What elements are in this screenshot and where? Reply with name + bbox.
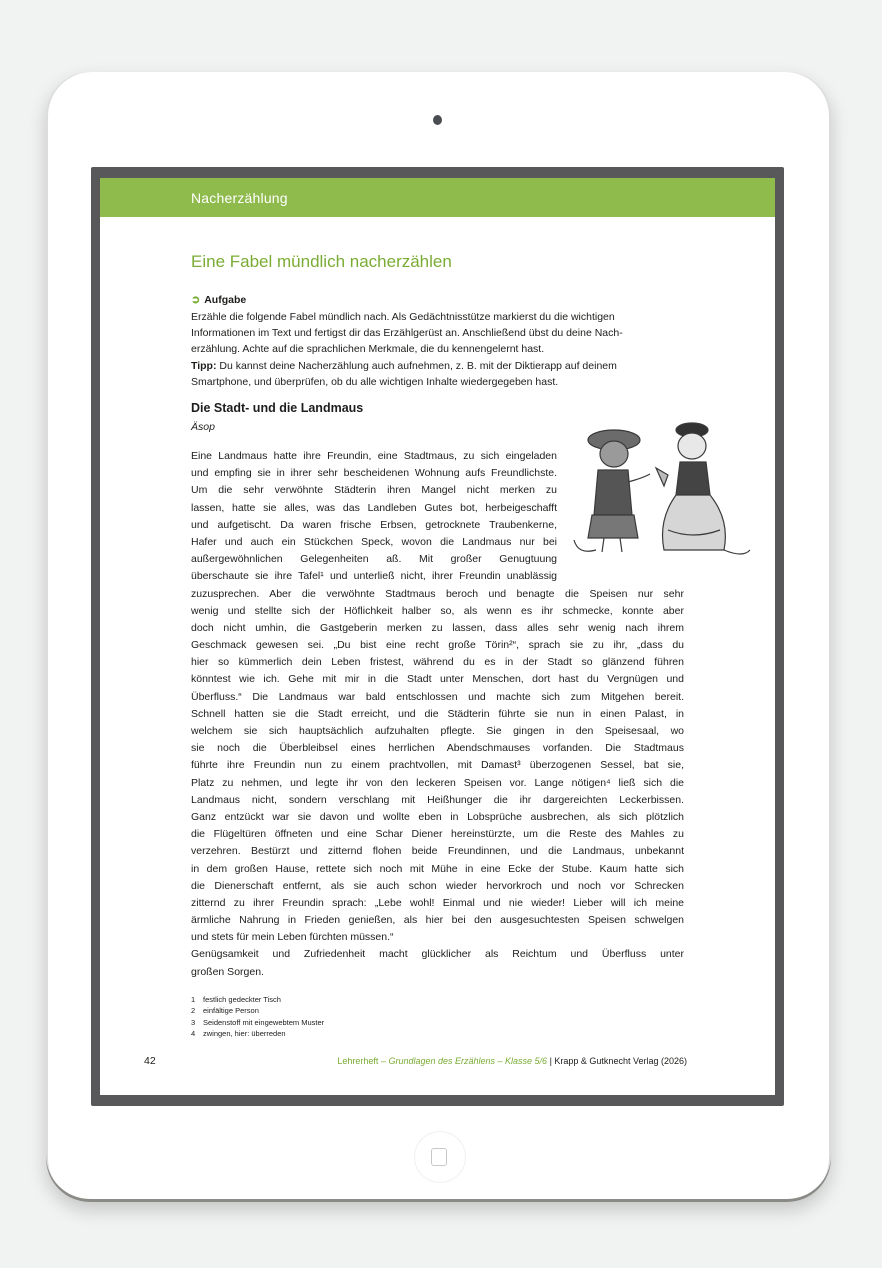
section-header <box>100 178 775 217</box>
story-line: führte ihre Freundin nun zu einem prachtvollen, mit Damast³ überzogenen Sessel, bat sie, <box>191 759 684 772</box>
task-line: Informationen im Text und fertigst dir das Erzählgerüst an. Anschließend übst du deine Nach- <box>191 327 623 340</box>
story-line: und stets für mein Leben fürchten müssen.“ <box>191 931 394 944</box>
tip-label: Tipp: <box>191 359 217 372</box>
story-line: Ganz entzückt war sie davon und wollte eben in Lobsprüche ausbrechen, als sich plötzlich <box>191 810 684 823</box>
story-line: sie noch die Überbleibsel eines herrlichen Abendschmauses vorfanden. Die Stadtmaus <box>191 742 684 755</box>
story-line: Überfluss.“ Die Landmaus war bald entschlossen und machte sich zum Mitgehen bereit. <box>191 690 684 703</box>
story-line: Schnell hatten sie die Stadt erreicht, und die Städterin führte sie nun in einen Palast, in <box>191 707 684 720</box>
page-footer <box>337 1056 687 1066</box>
story-line: Um die sehr verwöhnte Städterin ihren Mangel nicht merken zu <box>191 484 557 497</box>
document-page <box>100 178 775 1095</box>
tip-line <box>191 358 691 374</box>
task-heading <box>191 293 246 306</box>
task-heading-label: Aufgabe <box>204 294 247 306</box>
story-line: die Flügeltüren öffneten und eine Schar Diener hereinstürzte, um die Reste des Mahles zu <box>191 828 684 841</box>
story-line: zitternd zu ihrer Freundin sprach: „Lebe wohl! Einmal und nie wieder! Lieber will ich meine <box>191 896 684 909</box>
page-title: Eine Fabel mündlich nacherzählen <box>191 252 452 271</box>
arrow-icon: ➲ <box>191 294 201 306</box>
footer-separator: | <box>547 1056 555 1066</box>
page-number: 42 <box>144 1055 156 1067</box>
story-line: welchem sie sich hauptsächlich aufzuhalten pflegte. Sie gingen in den Speisesaal, wo <box>191 725 684 737</box>
story-line: lassen, hatte sie alles, was das Landleben Gutes bot, herbeigeschafft <box>191 501 557 514</box>
story-line: in dem großen Hause, rettete sich noch mit Mühe in eine Ecke der Stube. Kaum hatte sich <box>191 862 684 875</box>
story-line: Hafer und auch ein Stückchen Speck, wovon die Landmaus nur bei <box>191 535 557 548</box>
story-moral-line: Genügsamkeit und Zufriedenheit macht glücklicher als Reichtum und Überfluss unter <box>191 948 684 961</box>
section-label: Nacherzählung <box>191 190 288 206</box>
footer-publisher: Krapp & Gutknecht Verlag (2026) <box>554 1056 687 1066</box>
tip-line: Smartphone, und überprüfen, ob du alle wichtigen Inhalte wiedergegeben hast. <box>191 375 559 388</box>
footer-title: Grundlagen des Erzählens – Klasse 5/6 <box>388 1056 548 1066</box>
story-line: hier so kümmerlich dein Leben fristest, während du es in der Stadt so glänzend führen <box>191 656 684 669</box>
story-line: die Dienerschaft entfernt, als sie auch schon wieder hervorkroch und noch vor Schrecken <box>191 879 684 892</box>
footnote: 1 festlich gedeckter Tisch <box>191 995 281 1004</box>
story-line: und aufgetischt. Da waren frische Erbsen, getrocknete Traubenkerne, <box>191 518 557 531</box>
story-line: Geschmack gewesen sei. „Du bist eine recht große Törin²“, sprach sie zu ihr, „dass du <box>191 639 684 652</box>
story-text <box>191 448 684 981</box>
footer-series: Lehrerheft <box>337 1056 379 1066</box>
task-line: erzählung. Achte auf die sprachlichen Merkmale, die du kennengelernt hast. <box>191 343 545 356</box>
story-line: verzehren. Bestürzt und zitternd flohen beide Freundinnen, und die Landmaus, unbekannt <box>191 845 684 858</box>
story-title: Die Stadt- und die Landmaus <box>191 401 364 415</box>
home-square-icon <box>431 1148 447 1166</box>
story-line: doch nicht umhin, die Gastgeberin merken zu lassen, dass alles sehr wenig nach ihrem <box>191 621 684 634</box>
footer-dash: – <box>378 1056 389 1066</box>
task-text <box>191 309 691 390</box>
story-line: Eine Landmaus hatte ihre Freundin, eine Stadtmaus, zu sich eingeladen <box>191 450 557 462</box>
footnote: 2 einfältige Person <box>191 1006 259 1016</box>
footnote: 3 Seidenstoff mit eingewebtem Muster <box>191 1017 325 1027</box>
story-author: Äsop <box>191 421 215 433</box>
footnote: 4 zwingen, hier: überreden <box>191 1028 286 1038</box>
story-line: ärmliche Nahrung in Frieden genießen, als hier bei den ausgesuchtesten Speisen schwelgen <box>191 914 684 927</box>
tip-text: Du kannst deine Nacherzählung auch aufnehmen, z. B. mit der Diktierapp auf deinem <box>216 359 617 372</box>
story-line: und empfing sie in ihrer sehr bescheidenen Wohnung aufs Freundlichste. <box>191 467 557 480</box>
story-line: außergewöhnlichen Gelegenheiten aß. Mit großer Genugtuung <box>191 553 557 566</box>
story-line: überschaute sie ihre Tafel¹ und unterließ nicht, ihrer Freundin unablässig <box>191 570 557 583</box>
story-line: könntest wie ich. Gehe mit mir in die Stadt unter Menschen, dort hast du Vergnügen und <box>191 673 684 686</box>
task-line: Erzähle die folgende Fabel mündlich nach. Als Gedächtnisstütze markierst du die wichtigen <box>191 311 615 323</box>
story-line: zuzusprechen. Aber die verwöhnte Stadtmaus beroch und benagte die Speisen nur sehr <box>191 587 684 600</box>
story-line: wenig und stellte sich der Höflichkeit halber so, als wenn es ihr schmecke, konnte aber <box>191 604 684 617</box>
footnotes <box>191 994 324 1039</box>
camera-icon <box>433 115 442 125</box>
story-line: Platz zu nehmen, und legte ihr von den leckeren Speisen vor. Lange nötigen⁴ ließ sich die <box>191 776 684 789</box>
story-moral-line: großen Sorgen. <box>191 965 264 978</box>
story-line: Landmaus nicht, sondern verschlang mit Heißhunger die ihr dargereichten Leckerbissen. <box>191 793 684 806</box>
